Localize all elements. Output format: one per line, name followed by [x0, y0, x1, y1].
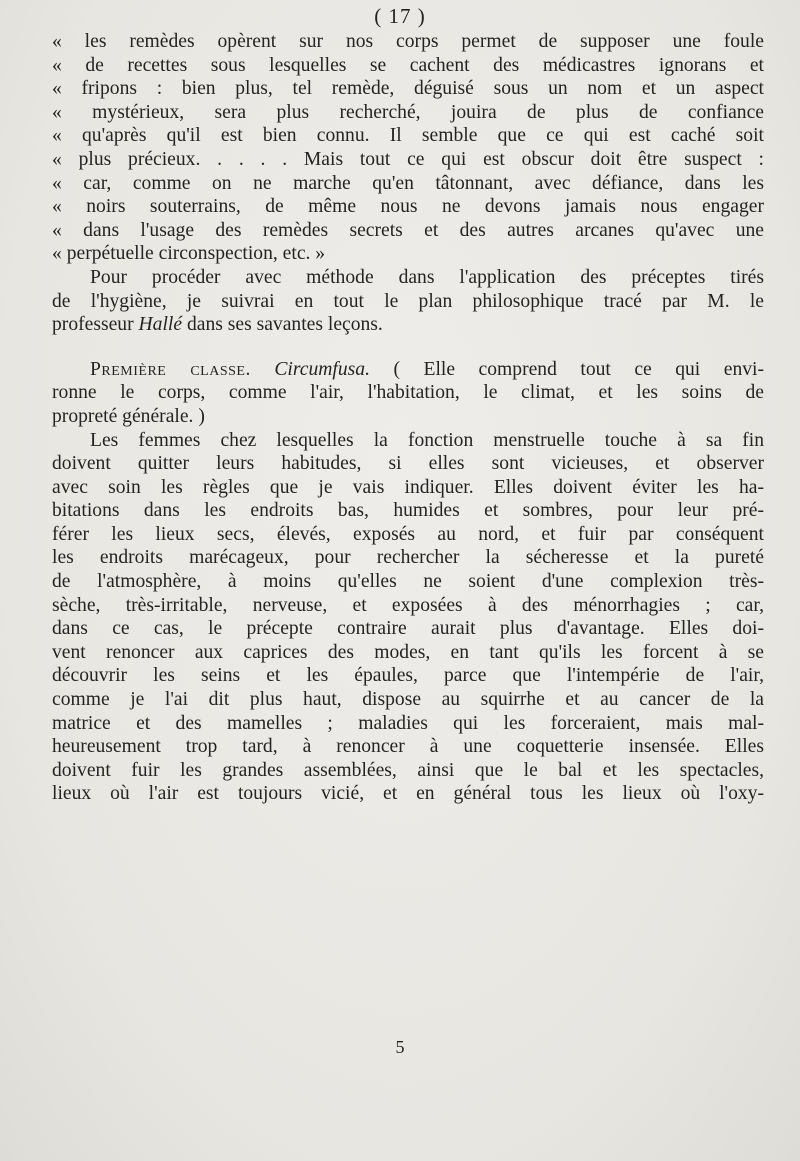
paragraph-line	[52, 358, 764, 382]
paragraph-line: comme je l'ai dit plus haut, dispose au squirrhe et au cancer de la	[52, 689, 764, 711]
paragraph-line: bitations dans les endroits bas, humides et sombres, pour leur pré-	[52, 500, 764, 522]
paragraph-line: sèche, très-irritable, nerveuse, et exposées à des ménorrhagies ; car,	[52, 594, 764, 616]
method-paragraph	[52, 266, 764, 337]
quote-line: « fripons : bien plus, tel remède, déguisé sous un nom et un aspect	[52, 78, 764, 100]
text-run: dans ses savantes leçons.	[182, 314, 383, 336]
paragraph-line: férer les lieux secs, élevés, exposés au nord, et fuir par conséquent	[52, 523, 764, 545]
classe-heading	[52, 358, 764, 429]
spacer	[52, 337, 764, 358]
paragraph-line: Les femmes chez lesquelles la fonction menstruelle touche à sa fin	[90, 429, 764, 451]
paragraph-line: ronne le corps, comme l'air, l'habitation, le climat, et les soins de	[52, 382, 764, 404]
quote-line: « les remèdes opèrent sur nos corps permet de supposer une foule	[52, 31, 764, 52]
paragraph-line: les endroits marécageux, pour rechercher la sécheresse et la pureté	[52, 547, 764, 569]
paragraph-line: doivent fuir les grandes assemblées, ainsi que le bal et les spectacles,	[52, 759, 764, 781]
page-number: ( 17 )	[374, 4, 426, 28]
text-run: professeur	[52, 314, 139, 336]
quote-line: « dans l'usage des remèdes secrets et des autres arcanes qu'avec une	[52, 219, 764, 241]
paragraph-line: vent renoncer aux caprices des modes, en tant qu'ils les forcent à se	[52, 641, 764, 663]
quote-line: « qu'après qu'il est bien connu. Il semble que ce qui est caché soit	[52, 125, 764, 147]
paragraph-line: dans ce cas, le précepte contraire aurait plus d'avantage. Elles doi-	[52, 618, 764, 640]
quote-line: « noirs souterrains, de même nous ne devons jamais nous engager	[52, 196, 764, 218]
quote-line: « mystérieux, sera plus recherché, jouira de plus de confiance	[52, 101, 764, 123]
quote-line: « plus précieux. . . . . Mais tout ce qui est obscur doit être suspect :	[52, 148, 764, 170]
paragraph-line: lieux où l'air est toujours vicié, et en général tous les lieux où l'oxy-	[52, 783, 764, 805]
paragraph-line: découvrir les seins et les épaules, parce que l'intempérie de l'air,	[52, 665, 764, 687]
paragraph-line: matrice et des mamelles ; maladies qui les forceraient, mais mal-	[52, 712, 764, 734]
body-paragraph	[52, 429, 764, 807]
page-text	[52, 30, 764, 806]
text-run: ( Elle comprend tout ce qui envi-	[393, 358, 765, 380]
paragraph-line: Pour procéder avec méthode dans l'application des préceptes tirés	[90, 266, 764, 288]
quote-line: « car, comme on ne marche qu'en tâtonnant, avec défiance, dans les	[52, 172, 764, 194]
paragraph-line: avec soin les règles que je vais indiquer. Elles doivent éviter les ha-	[52, 476, 764, 498]
quotation-block	[52, 30, 764, 266]
paragraph-line: de l'hygiène, je suivrai en tout le plan philosophique tracé par M. le	[52, 290, 764, 312]
classe-title: Circumfusa.	[274, 358, 370, 380]
paragraph-line: de l'atmosphère, à moins qu'elles ne soient d'une complexion très-	[52, 571, 764, 593]
signature-mark: 5	[395, 1037, 405, 1057]
paragraph-line: heureusement trop tard, à renoncer à une coquetterie insensée. Elles	[52, 736, 764, 758]
quote-line: « de recettes sous lesquelles se cachent des médicastres ignorans et	[52, 54, 764, 76]
paragraph-line: doivent quitter leurs habitudes, si elles sont vicieuses, et observer	[52, 453, 764, 475]
classe-label: Première classe.	[90, 358, 251, 380]
quote-line: « perpétuelle circonspection, etc. »	[52, 243, 326, 265]
author-name: Hallé	[138, 314, 183, 336]
paragraph-line	[52, 313, 764, 337]
paragraph-line: propreté générale. )	[52, 405, 205, 427]
